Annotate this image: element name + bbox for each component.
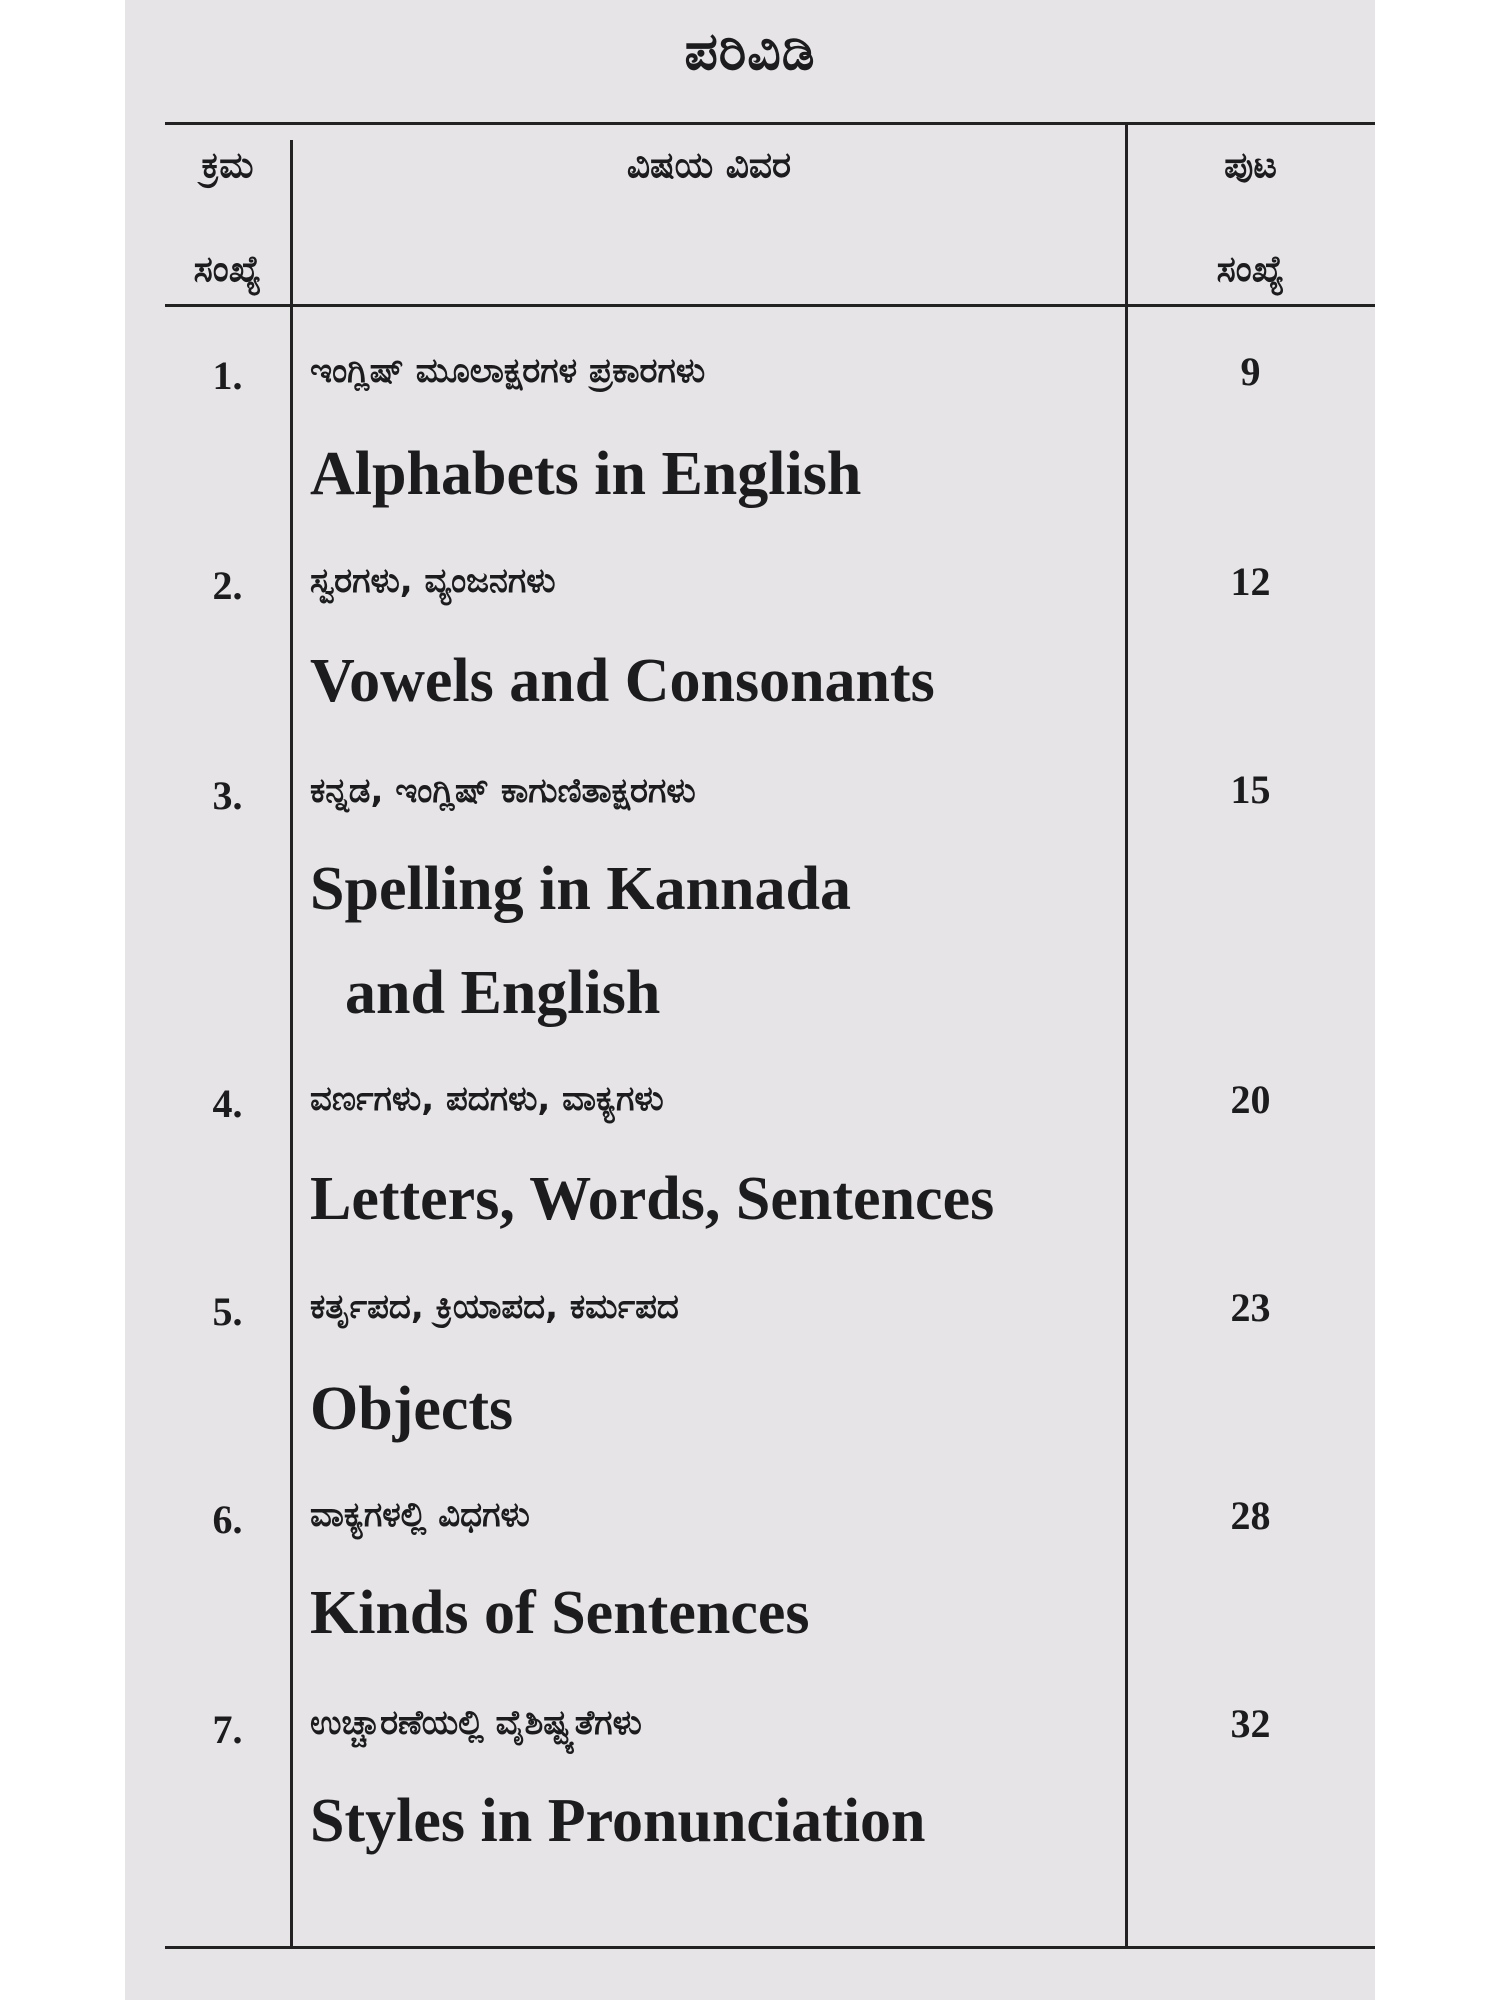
page-header-line1: ಪುಟ xyxy=(1224,145,1277,186)
row-english-title: Styles in Pronunciation xyxy=(310,1787,926,1855)
row-english-title: Alphabets in English xyxy=(310,440,862,508)
row-number: 5. xyxy=(212,1289,243,1334)
row-number: 6. xyxy=(212,1497,243,1542)
row-english-title: Objects xyxy=(310,1375,514,1443)
serial-header-line1: ಕ್ರಮ xyxy=(201,145,254,186)
row-kannada-title: ಇಂಗ್ಲಿಷ್ ಮೂಲಾಕ್ಷರಗಳ ಪ್ರಕಾರಗಳು xyxy=(310,351,706,391)
row-number: 4. xyxy=(212,1081,243,1126)
row-english-title-continued: and English xyxy=(345,959,661,1027)
row-page-number: 12 xyxy=(1230,559,1271,604)
row-page-number: 32 xyxy=(1230,1701,1271,1746)
page-title: ಪರಿವಿಡಿ xyxy=(684,22,816,82)
row-number: 3. xyxy=(212,773,243,818)
row-kannada-title: ವರ್ಣಗಳು, ಪದಗಳು, ವಾಕ್ಯಗಳು xyxy=(310,1079,664,1119)
table-top-rule xyxy=(165,122,1375,125)
row-english-title: Kinds of Sentences xyxy=(310,1579,810,1647)
row-page-number: 28 xyxy=(1230,1493,1271,1538)
page-column-divider xyxy=(1125,124,1128,1946)
table-bottom-rule xyxy=(165,1946,1375,1949)
row-page-number: 23 xyxy=(1230,1285,1271,1330)
row-page-number: 20 xyxy=(1230,1077,1271,1122)
row-kannada-title: ಸ್ವರಗಳು, ವ್ಯಂಜನಗಳು xyxy=(310,561,556,601)
row-english-title: Vowels and Consonants xyxy=(310,647,935,715)
serial-header-line2: ಸಂಖ್ಯೆ xyxy=(193,249,262,290)
row-page-number: 15 xyxy=(1230,767,1271,812)
row-kannada-title: ಕನ್ನಡ, ಇಂಗ್ಲಿಷ್ ಕಾಗುಣಿತಾಕ್ಷರಗಳು xyxy=(310,771,696,811)
row-number: 7. xyxy=(212,1707,243,1752)
row-number: 2. xyxy=(212,563,243,608)
page-header-line2: ಸಂಖ್ಯೆ xyxy=(1216,249,1285,290)
contents-page xyxy=(125,0,1375,2000)
row-page-number: 9 xyxy=(1240,349,1261,394)
row-english-title: Letters, Words, Sentences xyxy=(310,1165,995,1233)
subject-header: ವಿಷಯ ವಿವರ xyxy=(626,145,792,186)
row-kannada-title: ವಾಕ್ಯಗಳಲ್ಲಿ ವಿಧಗಳು xyxy=(310,1495,530,1535)
header-bottom-rule xyxy=(165,304,1375,307)
row-number: 1. xyxy=(212,353,243,398)
serial-column-divider xyxy=(290,140,293,1946)
row-kannada-title: ಕರ್ತೃಪದ, ಕ್ರಿಯಾಪದ, ಕರ್ಮಪದ xyxy=(310,1287,679,1327)
row-english-title: Spelling in Kannada xyxy=(310,855,852,923)
row-kannada-title: ಉಚ್ಚಾರಣೆಯಲ್ಲಿ ವೈಶಿಷ್ಟ್ಯತೆಗಳು xyxy=(310,1703,642,1743)
